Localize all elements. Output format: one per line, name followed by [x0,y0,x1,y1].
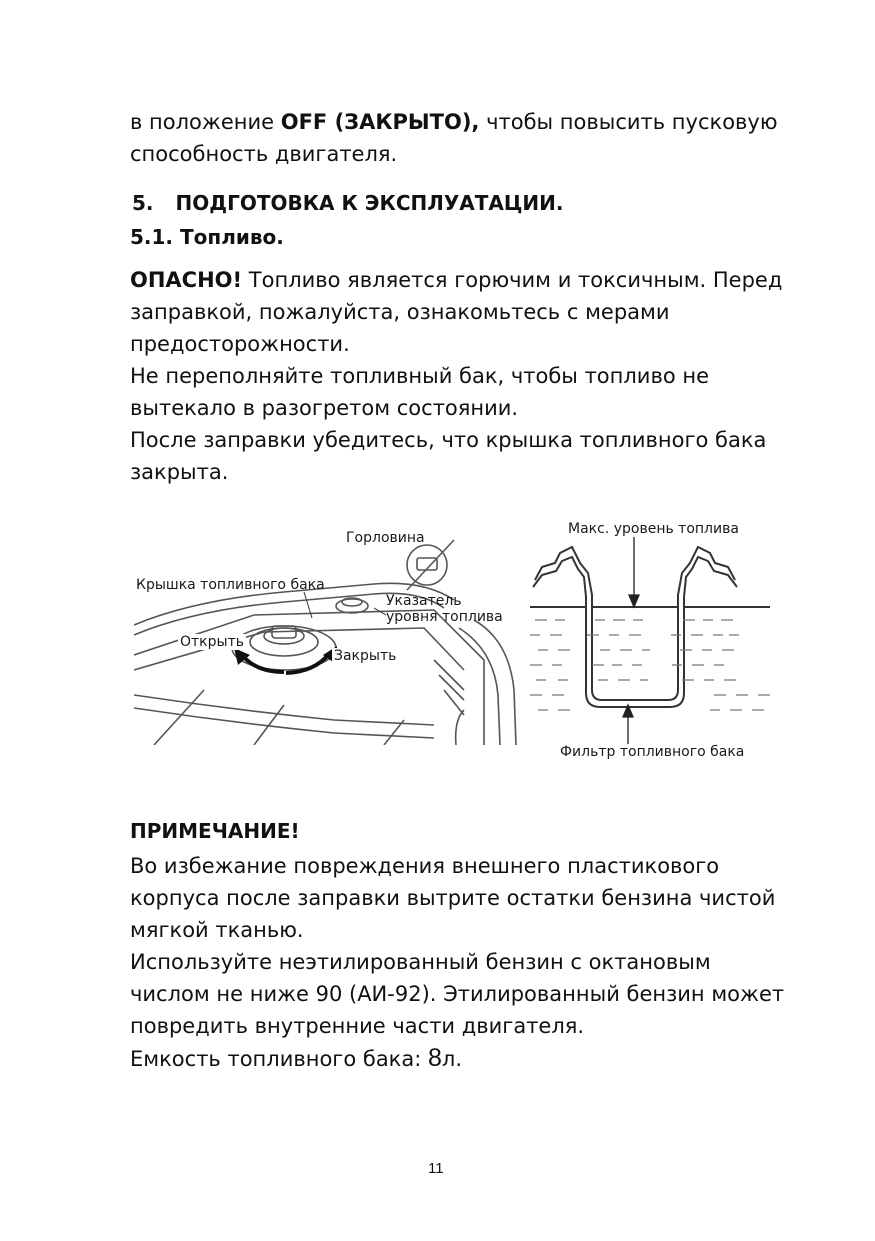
section-number: 5. [132,191,154,215]
section-heading [132,188,564,218]
tank-capacity-unit: л. [441,1047,463,1071]
note-line-4: Используйте неэтилированный бензин с октановым [130,950,711,974]
danger-line-4: Не переполняйте топливный бак, чтобы топливо не [130,364,709,388]
intro-text: в положение [130,110,281,134]
danger-line-2: заправкой, пожалуйста, ознакомьтесь с мерами [130,300,670,324]
tank-capacity-label: Емкость топливного бака: [130,1047,428,1071]
danger-line-3: предосторожности. [130,332,350,356]
note-line-2: корпуса после заправки вытрите остатки бензина чистой [130,886,776,910]
off-closed-label: OFF (ЗАКРЫТО), [280,110,480,134]
fuel-texture [530,620,770,710]
label-fuel-cap: Крышка топливного бака [136,577,325,593]
label-max-level: Макс. уровень топлива [568,521,739,537]
danger-line-7: закрыта. [130,460,229,484]
section-title: ПОДГОТОВКА К ЭКСПЛУАТАЦИИ. [175,191,564,215]
danger-text: Топливо является горючим и токсичным. Перед [242,268,783,292]
page-number: 11 [428,1160,444,1177]
fuel-cap-drawing [134,520,519,745]
label-indicator-2: уровня топлива [386,609,503,625]
danger-line-5: вытекало в разогретом состоянии. [130,396,519,420]
note-line-1: Во избежание повреждения внешнего пластикового [130,854,720,878]
fuel-cap-illustration [134,520,519,745]
subsection-heading: 5.1. Топливо. [130,225,284,249]
label-neck: Горловина [346,530,425,546]
note-line-7 [130,1042,462,1075]
label-open: Открыть [180,634,244,650]
label-filter: Фильтр топливного бака [560,744,745,760]
danger-label: ОПАСНО! [130,268,243,292]
label-indicator-1: Указатель [386,593,462,609]
danger-line-6: После заправки убедитесь, что крышка топливного бака [130,428,767,452]
note-line-3: мягкой тканью. [130,918,304,942]
intro-text-cont: чтобы повысить пусковую [479,110,778,134]
intro-line-2: способность двигателя. [130,142,398,166]
intro-line-1 [130,106,778,138]
note-line-6: повредить внутренние части двигателя. [130,1014,585,1038]
label-close: Закрыть [334,648,397,664]
note-line-5: числом не ниже 90 (АИ-92). Этилированный бензин может [130,982,785,1006]
note-title: ПРИМЕЧАНИЕ! [130,819,300,843]
tank-capacity-value: 8 [428,1044,442,1072]
danger-line-1 [130,264,782,296]
tank-cross-section [530,515,770,765]
tank-section-drawing [530,515,770,765]
